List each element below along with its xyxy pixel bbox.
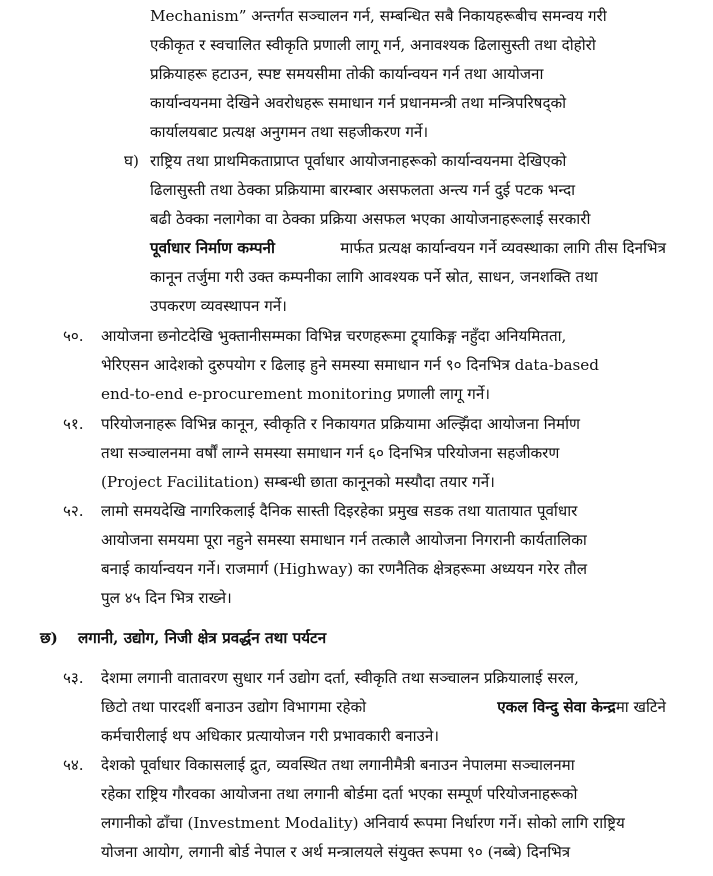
subitem-gha-line-4-text: मार्फत प्रत्यक्ष कार्यान्वयन गर्ने व्यवस्थाका लागि तीस दिनभित्र [340, 239, 666, 257]
item-53-line-2-tail: मा खटिने [615, 698, 666, 716]
item-51-line-1: परियोजनाहरू विभिन्न कानून, स्वीकृति र निकायगत प्रक्रियामा अल्झिँदा आयोजना निर्माण [101, 415, 580, 433]
section-cha-marker: छ) [40, 629, 58, 647]
subitem-gha-line-3: बढी ठेक्का नलागेका वा ठेक्का प्रक्रिया असफल भएका आयोजनाहरूलाई सरकारी [150, 210, 591, 228]
item-51-line-2: तथा सञ्चालनमा वर्षौं लाग्ने समस्या समाधान गर्न ६० दिनभित्र परियोजना सहजीकरण [101, 444, 560, 462]
subitem-gha-marker: घ) [124, 152, 139, 170]
item-52-line-1: लामो समयदेखि नागरिकलाई दैनिक सास्ती दिइरहेका प्रमुख सडक तथा यातायात पूर्वाधार [101, 502, 578, 520]
item-52-number: ५२. [63, 502, 84, 520]
subitem-gha-line-2: ढिलासुस्ती तथा ठेक्का प्रक्रियामा बारम्बार असफलता अन्त्य गर्न दुई पटक भन्दा [150, 181, 576, 199]
section-cha-title: लगानी, उद्योग, निजी क्षेत्र प्रवर्द्धन तथा पर्यटन [78, 629, 327, 647]
item-53-line-2-text: छिटो तथा पारदर्शी बनाउन उद्योग विभागमा रहेको [101, 698, 367, 716]
subitem-gha-line-4 [150, 237, 666, 259]
item-51-number: ५१. [63, 415, 84, 433]
item-50-line-2: भेरिएसन आदेशको दुरुपयोग र ढिलाइ हुने समस्या समाधान गर्न ९० दिनभित्र data-based [101, 356, 600, 374]
item-53-line-2-emph [497, 696, 666, 718]
item-54-line-4: योजना आयोग, लगानी बोर्ड नेपाल र अर्थ मन्त्रालयले संयुक्त रूपमा ९० (नब्बे) दिनभित्र [101, 843, 571, 861]
item-52-line-2: आयोजना समयमा पूरा नहुने समस्या समाधान गर्न तत्कालै आयोजना निगरानी कार्यतालिका [101, 531, 587, 549]
subitem-c-line-5: कार्यालयबाट प्रत्यक्ष अनुगमन तथा सहजीकरण गर्ने। [150, 123, 429, 141]
subitem-gha-line-1: राष्ट्रिय तथा प्राथमिकताप्राप्त पूर्वाधार आयोजनाहरूको कार्यान्वयनमा देखिएको [150, 152, 567, 170]
subitem-gha-line-6: उपकरण व्यवस्थापन गर्ने। [150, 297, 287, 315]
item-53-line-3: कर्मचारीलाई थप अधिकार प्रत्यायोजन गरी प्रभावकारी बनाउने। [101, 727, 440, 745]
single-window-service-bold: एकल विन्दु सेवा केन्द्र [497, 698, 616, 716]
item-54-number: ५४. [63, 756, 84, 774]
item-54-line-2: रहेका राष्ट्रिय गौरवका आयोजना तथा लगानी बोर्डमा दर्ता भएका सम्पूर्ण परियोजनाहरूको [101, 785, 578, 803]
company-name-bold: पूर्वाधार निर्माण कम्पनी [150, 239, 275, 257]
item-53-line-1: देशमा लगानी वातावरण सुधार गर्न उद्योग दर्ता, स्वीकृति तथा सञ्चालन प्रक्रियालाई सरल, [101, 669, 579, 687]
item-50-line-3: end-to-end e-procurement monitoring प्रणाली लागू गर्ने। [101, 385, 491, 403]
subitem-c-line-1: Mechanism” अन्तर्गत सञ्चालन गर्न, सम्बन्धित सबै निकायहरूबीच समन्वय गरी [150, 7, 607, 25]
item-54-line-1: देशको पूर्वाधार विकासलाई द्रुत, व्यवस्थित तथा लगानीमैत्री बनाउन नेपालमा सञ्चालनमा [101, 756, 575, 774]
item-50-line-1: आयोजना छनोटदेखि भुक्तानीसम्मका विभिन्न चरणहरूमा ट्र्याकिङ्ग नहुँदा अनियमितता, [101, 327, 567, 345]
subitem-c-line-2: एकीकृत र स्वचालित स्वीकृति प्रणाली लागू गर्न, अनावश्यक ढिलासुस्ती तथा दोहोरो [150, 36, 596, 54]
item-51-line-3: (Project Facilitation) सम्बन्धी छाता कानूनको मस्यौदा तयार गर्ने। [101, 473, 495, 491]
item-54-line-3: लगानीको ढाँचा (Investment Modality) अनिवार्य रूपमा निर्धारण गर्ने। सोको लागि राष्ट्रिय [101, 814, 625, 832]
item-52-line-4: पुल ४५ दिन भित्र राख्ने। [101, 589, 232, 607]
subitem-c-line-3: प्रक्रियाहरू हटाउन, स्पष्ट समयसीमा तोकी कार्यान्वयन गर्न तथा आयोजना [150, 65, 544, 83]
item-52-line-3: बनाई कार्यान्वयन गर्ने। राजमार्ग (Highway) का रणनैतिक क्षेत्रहरूमा अध्ययन गरेर तौल [101, 560, 587, 578]
item-50-number: ५०. [63, 327, 84, 345]
subitem-c-line-4: कार्यान्वयनमा देखिने अवरोधहरू समाधान गर्न प्रधानमन्त्री तथा मन्त्रिपरिषद्को [150, 94, 567, 112]
item-53-line-2 [101, 696, 666, 718]
subitem-gha-line-5: कानून तर्जुमा गरी उक्त कम्पनीका लागि आवश्यक पर्ने स्रोत, साधन, जनशक्ति तथा [150, 268, 598, 286]
item-53-number: ५३. [63, 669, 84, 687]
